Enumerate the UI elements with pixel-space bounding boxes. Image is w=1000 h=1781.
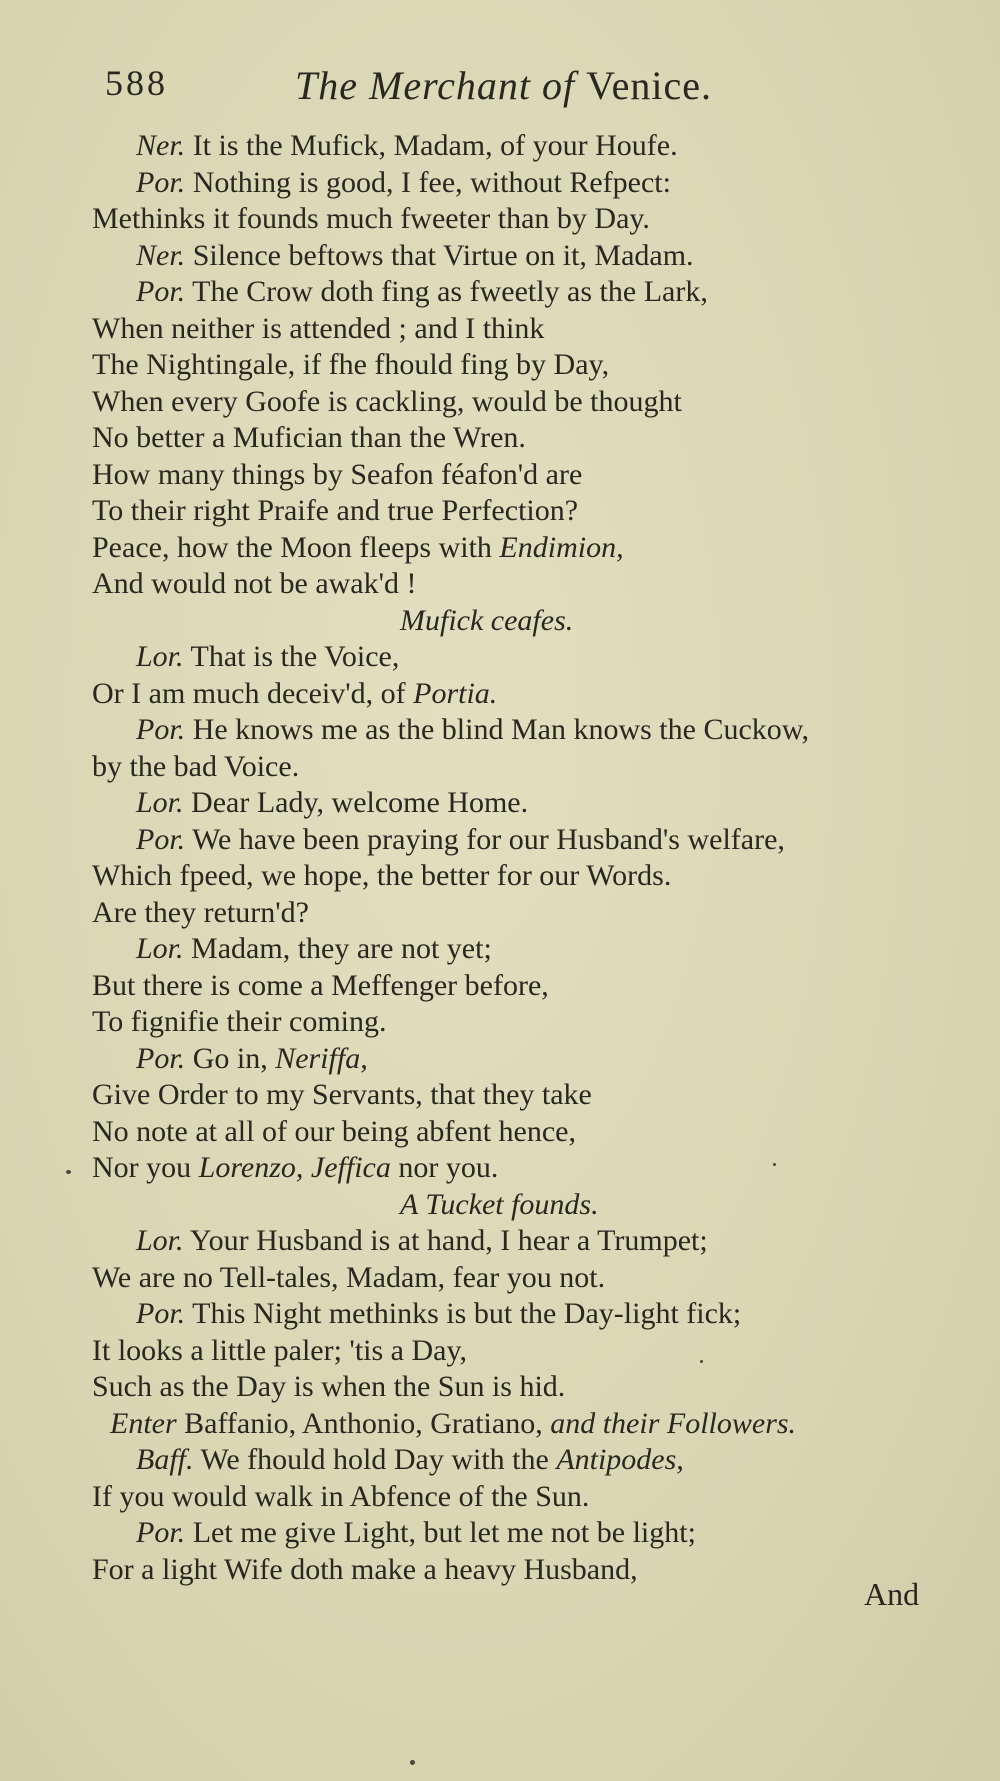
speaker-name: Por.	[136, 1041, 186, 1075]
line-text: Nor you	[92, 1151, 199, 1184]
text-line	[92, 1369, 952, 1406]
line-text: This Night methinks is but the Day-light fick;	[185, 1297, 742, 1330]
line-text: Dear Lady, welcome Home.	[183, 786, 529, 819]
speaker-name: Por.	[136, 1297, 186, 1330]
line-text: When every Goofe is cackling, would be thought	[92, 384, 682, 418]
line-text: Give Order to my Servants, that they take	[92, 1078, 592, 1111]
paper-speck	[66, 1170, 71, 1174]
line-text: But there is come a Meffenger before,	[92, 968, 549, 1002]
paper-speck	[773, 1163, 776, 1166]
line-text: No note at all of our being abfent hence,	[92, 1114, 576, 1148]
text-line	[92, 639, 952, 676]
text-line	[92, 603, 952, 640]
line-text: Such as the Day is when the Sun is hid.	[92, 1370, 566, 1403]
text-line	[92, 895, 952, 932]
line-text: The Nightingale, if fhe fhould fing by Day,	[92, 348, 610, 381]
text-line	[92, 311, 952, 348]
line-text: by the bad Voice.	[92, 749, 300, 783]
text-line	[92, 749, 952, 786]
italic-text: Portia.	[413, 676, 498, 710]
catchword: And	[864, 1576, 920, 1612]
text-line	[92, 1260, 952, 1297]
stage-direction: A Tucket founds.	[400, 1187, 599, 1221]
line-text: For a light Wife doth make a heavy Husband,	[92, 1552, 638, 1586]
text-line	[92, 712, 952, 749]
line-text: We fhould hold Day with the	[193, 1443, 557, 1476]
title-merchant: Merchant	[369, 63, 532, 108]
line-text: Or I am much deceiv'd, of	[92, 676, 414, 710]
line-text: Your Husband is at hand, I hear a Trumpet;	[183, 1224, 708, 1257]
speaker-name: Por.	[136, 1516, 186, 1549]
italic-text: Lorenzo, Jeffica	[198, 1151, 391, 1184]
line-text: To their right Praife and true Perfection?	[92, 494, 579, 527]
text-line	[92, 1187, 952, 1224]
line-text: And would not be awak'd !	[92, 567, 417, 600]
speaker-name: Lor.	[136, 1224, 184, 1257]
line-text: Baffanio, Anthonio, Gratiano,	[176, 1406, 551, 1440]
text-line	[92, 530, 952, 567]
text-line	[92, 1406, 952, 1443]
line-text: That is the Voice,	[183, 640, 400, 673]
line-text: No better a Mufician than the Wren.	[92, 421, 526, 454]
text-line	[92, 1041, 952, 1078]
text-line	[92, 165, 952, 202]
text-line	[92, 201, 952, 238]
text-line	[92, 1296, 952, 1333]
text-line	[92, 858, 952, 895]
title-the: The	[295, 63, 358, 108]
italic-text: Endimion,	[499, 530, 624, 564]
text-line	[92, 420, 952, 457]
line-text: It looks a little paler; 'tis a Day,	[92, 1333, 468, 1367]
paper-speck	[410, 1760, 415, 1765]
text-line	[92, 1479, 952, 1516]
text-line	[92, 238, 952, 275]
text-line	[92, 1150, 952, 1187]
text-line	[92, 493, 952, 530]
line-text: Silence beftows that Virtue on it, Madam.	[185, 238, 694, 272]
text-line	[92, 347, 952, 384]
line-text: Methinks it founds much fweeter than by Day.	[92, 202, 650, 235]
italic-text: and their Followers.	[550, 1406, 797, 1440]
title-venice: Venice.	[586, 63, 712, 108]
line-text: Nothing is good, I fee, without Refpect:	[185, 165, 671, 199]
speaker-name: Ner.	[136, 238, 186, 272]
text-line	[92, 1515, 952, 1552]
line-text: Madam, they are not yet;	[183, 932, 492, 965]
running-title	[295, 62, 712, 109]
page-number: 588	[105, 63, 168, 103]
paper-speck	[700, 1360, 703, 1363]
line-text: Let me give Light, but let me not be light;	[185, 1516, 696, 1549]
speaker-name: Enter	[110, 1406, 177, 1440]
italic-text: Antipodes,	[556, 1443, 684, 1476]
text-line	[92, 457, 952, 494]
text-line	[92, 1552, 952, 1589]
text-line	[92, 1004, 952, 1041]
text-line	[92, 1223, 952, 1260]
line-text: The Crow doth fing as fweetly as the Lark,	[185, 275, 708, 308]
text-line	[92, 968, 952, 1005]
line-text: He knows me as the blind Man knows the Cuckow,	[185, 713, 809, 746]
text-line	[92, 822, 952, 859]
speaker-name: Por.	[136, 275, 186, 308]
speaker-name: Lor.	[136, 786, 184, 819]
text-line	[92, 785, 952, 822]
line-text: When neither is attended ; and I think	[92, 311, 545, 345]
speaker-name: Por.	[136, 165, 186, 199]
speaker-name: Ner.	[136, 129, 186, 162]
speaker-name: Baff.	[136, 1443, 194, 1476]
title-of: of	[542, 63, 576, 108]
text-line	[92, 128, 952, 165]
play-text	[92, 128, 952, 1588]
speaker-name: Por.	[136, 713, 186, 746]
text-line	[92, 1333, 952, 1370]
text-line	[92, 1114, 952, 1151]
line-text: To fignifie their coming.	[92, 1005, 387, 1038]
running-header	[105, 58, 905, 118]
line-text: Are they return'd?	[92, 895, 309, 929]
speaker-name: Lor.	[136, 640, 184, 673]
text-line	[92, 1077, 952, 1114]
line-text: We have been praying for our Husband's welfare,	[185, 822, 785, 856]
line-text: We are no Tell-tales, Madam, fear you not.	[92, 1260, 606, 1294]
text-line	[92, 384, 952, 421]
text-line	[92, 676, 952, 713]
line-text: How many things by Seafon féafon'd are	[92, 457, 583, 491]
stage-direction: Mufick ceafes.	[400, 603, 574, 637]
line-text: nor you.	[390, 1151, 499, 1184]
line-text: It is the Mufick, Madam, of your Houfe.	[185, 129, 678, 162]
line-text: Which fpeed, we hope, the better for our Words.	[92, 859, 672, 892]
line-text: Go in,	[185, 1041, 276, 1075]
text-line	[92, 931, 952, 968]
text-line	[92, 566, 952, 603]
speaker-name: Por.	[136, 822, 186, 856]
text-line	[92, 1442, 952, 1479]
text-line	[92, 274, 952, 311]
speaker-name: Lor.	[136, 932, 184, 965]
italic-text: Neriffa,	[275, 1041, 368, 1075]
line-text: Peace, how the Moon fleeps with	[92, 530, 500, 564]
line-text: If you would walk in Abfence of the Sun.	[92, 1479, 590, 1513]
